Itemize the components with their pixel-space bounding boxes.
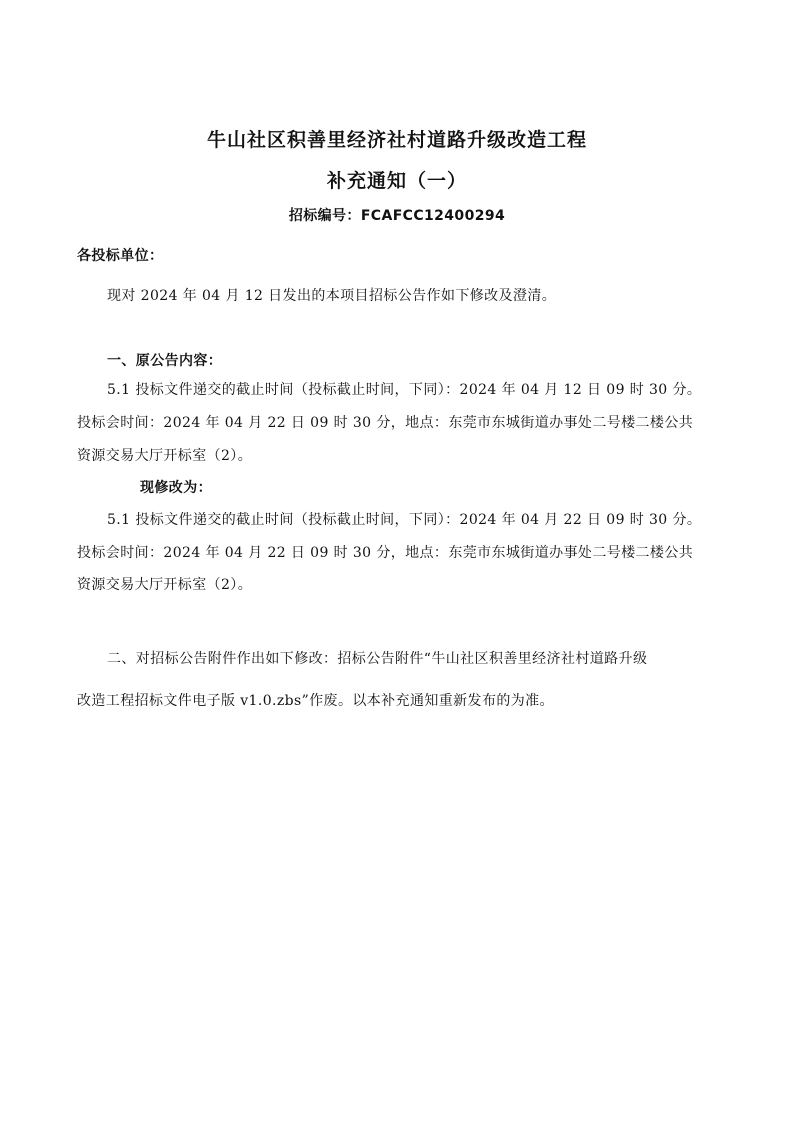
revised-line-2: 投标会时间：2024 年 04 月 22 日 09 时 30 分，地点：东莞市东城街道办事处二号楼二楼公共 [77,545,694,561]
document-subtitle: 补充通知（一） [326,170,467,192]
revised-heading: 现修改为： [140,480,212,496]
document-title: 牛山社区积善里经济社村道路升级改造工程 [206,129,587,151]
original-line-1: 5.1 投标文件递交的截止时间（投标截止时间，下同）：2024 年 04 月 12 日 09 时 30 分。 [107,382,702,398]
tender-code: 招标编号：FCAFCC12400294 [288,208,506,224]
intro-paragraph: 现对 2024 年 04 月 12 日发出的本项目招标公告作如下修改及澄清。 [107,288,557,304]
addressee: 各投标单位： [77,248,164,264]
section1-heading: 一、原公告内容： [107,353,223,369]
original-line-2: 投标会时间：2024 年 04 月 22 日 09 时 30 分，地点：东莞市东城街道办事处二号楼二楼公共 [77,415,694,431]
original-line-3: 资源交易大厅开标室（2）。 [77,448,253,464]
section2-line-2: 改造工程招标文件电子版 v1.0.zbs”作废。以本补充通知重新发布的为准。 [77,693,554,709]
section2-line-1: 二、对招标公告附件作出如下修改：招标公告附件“牛山社区积善里经济社村道路升级 [107,651,648,667]
revised-line-1: 5.1 投标文件递交的截止时间（投标截止时间，下同）：2024 年 04 月 22 日 09 时 30 分。 [107,512,702,528]
revised-line-3: 资源交易大厅开标室（2）。 [77,577,253,593]
